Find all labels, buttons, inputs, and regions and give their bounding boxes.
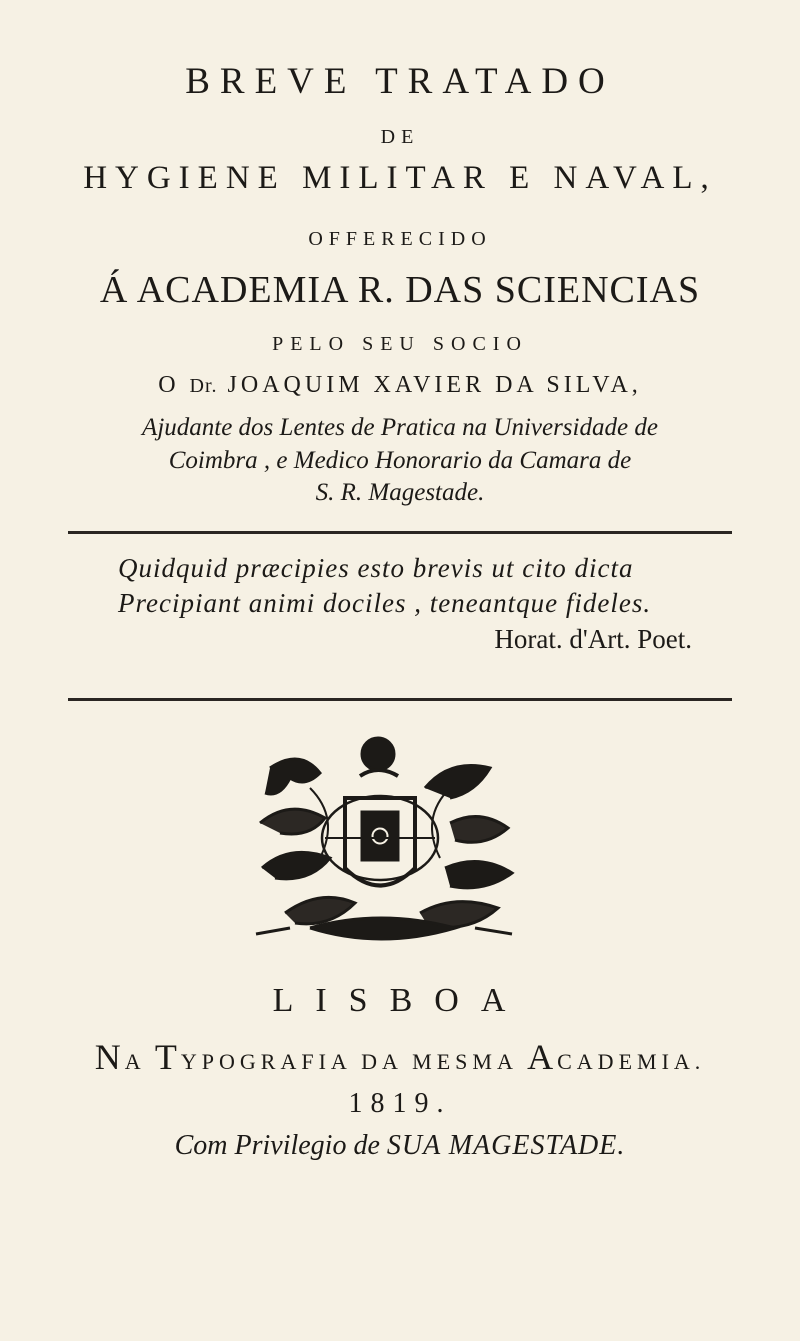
author-prefix: O <box>158 372 180 398</box>
author-line <box>0 372 800 399</box>
dedication-line: OFFERECIDO <box>308 228 492 250</box>
title-line-3: HYGIENE MILITAR E NAVAL, <box>83 160 717 196</box>
author-description-1: Ajudante dos Lentes de Pratica na Universidade de <box>142 414 658 441</box>
author-title: Dr. <box>189 375 218 397</box>
printer-line <box>0 1036 800 1078</box>
divider-rule-bottom <box>68 698 732 701</box>
royal-arms-engraving-icon <box>250 728 520 950</box>
author-description-3: S. R. Magestade. <box>315 479 485 506</box>
epigraph-line-1: Quidquid præcipies esto brevis ut cito dicta <box>118 553 634 583</box>
epigraph-attribution: Horat. d'Art. Poet. <box>494 624 692 654</box>
publication-year: 1819. <box>348 1088 452 1119</box>
printer-rest-1: A <box>124 1049 155 1074</box>
printer-cap-1: N <box>94 1037 125 1077</box>
divider-rule-top <box>68 531 732 534</box>
imprint-city: LISBOA <box>272 982 528 1019</box>
privilege-line <box>0 1130 800 1162</box>
title-line-2: DE <box>380 126 420 148</box>
printer-rest-3: CADEMIA. <box>557 1049 706 1074</box>
printer-rest-2: YPOGRAFIA DA MESMA <box>180 1049 528 1074</box>
by-member-line: PELO SEU SOCIO <box>272 333 528 355</box>
printer-cap-3: A <box>527 1037 558 1077</box>
author-name: JOAQUIM XAVIER DA SILVA, <box>227 372 642 398</box>
printer-cap-2: T <box>154 1037 181 1077</box>
privilege-prefix: Com Privilegio de <box>174 1130 387 1161</box>
epigraph-line-2: Precipiant animi dociles , teneantque fideles. <box>118 588 652 618</box>
academy-line: Á ACADEMIA R. DAS SCIENCIAS <box>99 269 701 311</box>
privilege-majesty: SUA MAGESTADE. <box>386 1130 626 1161</box>
title-line-1: BREVE TRATADO <box>185 61 615 102</box>
author-description-2: Coimbra , e Medico Honorario da Camara de <box>168 447 632 474</box>
